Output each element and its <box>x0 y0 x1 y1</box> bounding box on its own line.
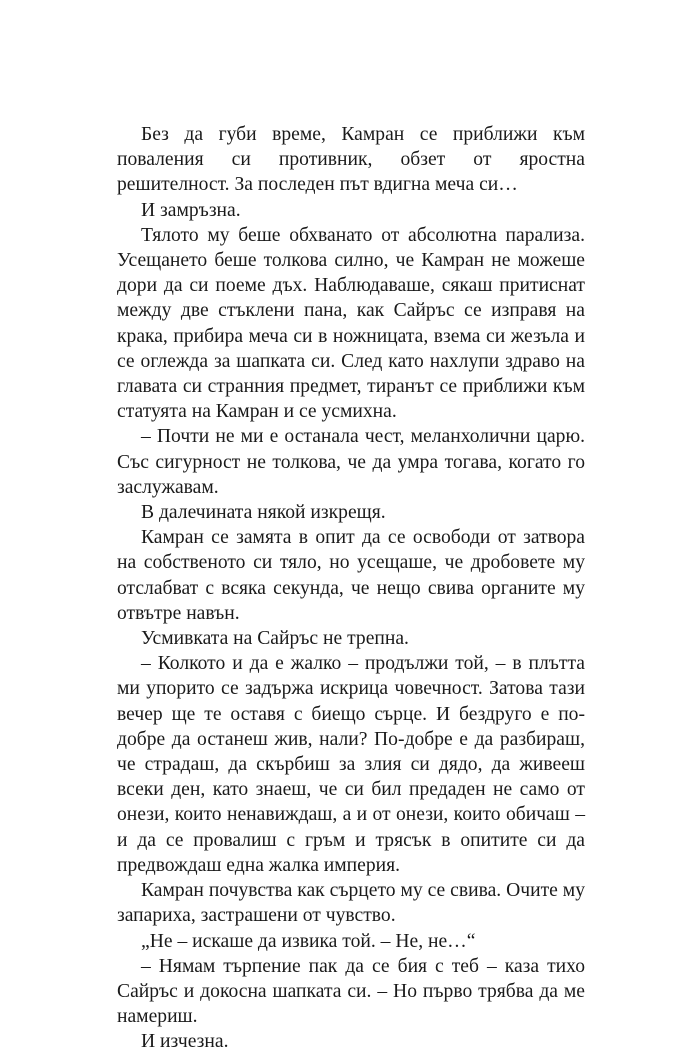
paragraph: Камран почувства как сърцето му се свива. Очите му запариха, застрашени от чувство. <box>117 880 585 927</box>
body-text <box>117 122 585 1055</box>
paragraph: И изчезна. <box>141 1031 229 1053</box>
paragraph: Без да губи време, Камран се приближи към поваления си противник, обзет от яростна решителност. За последен път вдигна меча си… <box>117 124 585 196</box>
paragraph: – Колкото и да е жалко – продължи той, – в плътта ми упорито се задържа искрица човечност. Затова тази вечер ще те оставя с биещо сърце. И бездруго е по-добре да останеш жив, нали? По-добре е да разбираш, че страдаш, да скърбиш за злия си дядо, да живееш всеки ден, като знаеш, че си бил предаден не само от онези, които ненавиждаш, а и от онези, които обичаш – и да се провалиш с гръм и трясък в опитите си да предвождаш една жалка империя. <box>117 653 585 876</box>
paragraph: Камран се замята в опит да се освободи от затвора на собственото си тяло, но усещаше, че дробовете му отслабват с всяка секунда, че нещо свива органите му отвътре навън. <box>117 527 585 624</box>
paragraph: – Нямам търпение пак да се бия с теб – каза тихо Сайръс и докосна шапката си. – Но първо трябва да ме намериш. <box>117 955 585 1028</box>
paragraph: И замръзна. <box>141 199 241 221</box>
paragraph: Усмивката на Сайръс не трепна. <box>141 628 409 650</box>
paragraph: В далечината някой изкрещя. <box>141 502 386 524</box>
paragraph: Тялото му беше обхванато от абсолютна парализа. Усещането беше толкова силно, че Камран не можеше дори да си поеме дъх. Наблюдаваше, сякаш притиснат между две стъклени пана, как Сайръс се изправя на крака, прибира меча си в ножницата, взема си жезъла и се оглежда за шапката си. След като нахлупи здраво на главата си странния предмет, тиранът се приближи към статуята на Камран и се усмихна. <box>117 224 585 423</box>
paragraph: – Почти не ми е останала чест, меланхолични царю. Със сигурност не толкова, че да умра тогава, когато го заслужавам. <box>117 426 585 498</box>
paragraph: „Не – искаше да извика той. – Не, не…“ <box>141 930 476 952</box>
